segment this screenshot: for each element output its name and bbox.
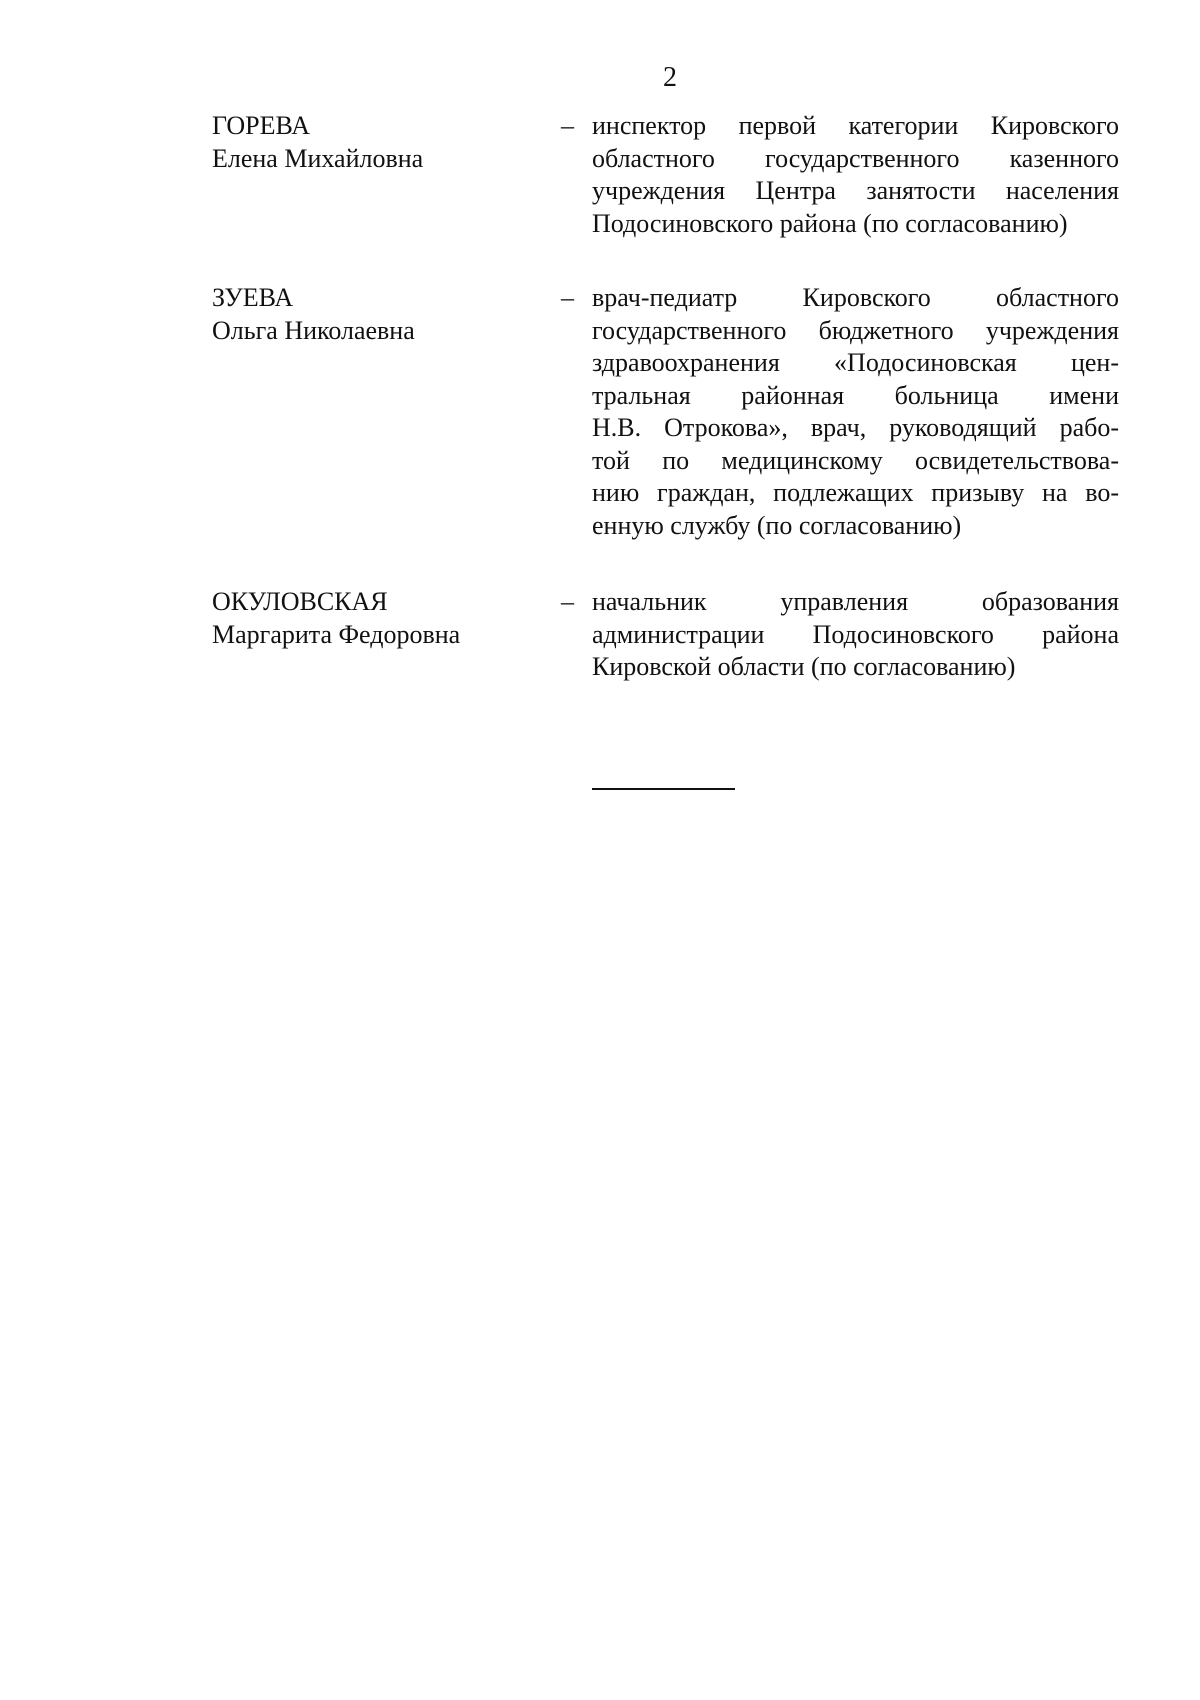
member-name (212, 282, 542, 347)
position-line: нию граждан, подлежащих призыву на во- (592, 478, 1119, 507)
member-given-names: Елена Михайловна (212, 143, 424, 173)
position-line: учреждения Центра занятости населения (592, 176, 1119, 205)
position-line: Н.В. Отрокова», врач, руководящий рабо- (592, 413, 1119, 442)
dash-separator: – (561, 111, 574, 140)
dash-separator: – (561, 587, 574, 616)
position-line: начальник управления образования (592, 587, 1119, 616)
member-given-names: Ольга Николаевна (212, 315, 415, 345)
member-name (212, 110, 542, 175)
page-number: 2 (663, 62, 677, 93)
member-position (592, 586, 1119, 684)
dash-separator: – (561, 283, 574, 312)
position-line: Подосиновского района (по согласованию) (592, 208, 1068, 238)
position-line: тральная районная больница имени (592, 380, 1119, 410)
member-surname: ОКУЛОВСКАЯ (212, 587, 388, 616)
member-given-names: Маргарита Федоровна (212, 619, 461, 649)
position-line: енную службу (по согласованию) (592, 510, 962, 540)
position-line: Кировской области (по согласованию) (592, 652, 1016, 681)
position-line: областного государственного казенного (592, 143, 1119, 173)
position-line: здравоохранения «Подосиновская цен- (592, 348, 1119, 377)
position-line: государственного бюджетного учреждения (592, 315, 1119, 345)
member-surname: ЗУЕВА (212, 283, 294, 312)
position-line: инспектор первой категории Кировского (592, 111, 1119, 140)
member-name (212, 586, 542, 651)
closing-rule (592, 788, 735, 790)
member-surname: ГОРЕВА (212, 111, 310, 140)
member-position (592, 282, 1119, 542)
member-position (592, 110, 1119, 240)
position-line: врач-педиатр Кировского областного (592, 283, 1119, 312)
position-line: администрации Подосиновского района (592, 619, 1119, 649)
position-line: той по медицинскому освидетельствова- (592, 445, 1119, 475)
